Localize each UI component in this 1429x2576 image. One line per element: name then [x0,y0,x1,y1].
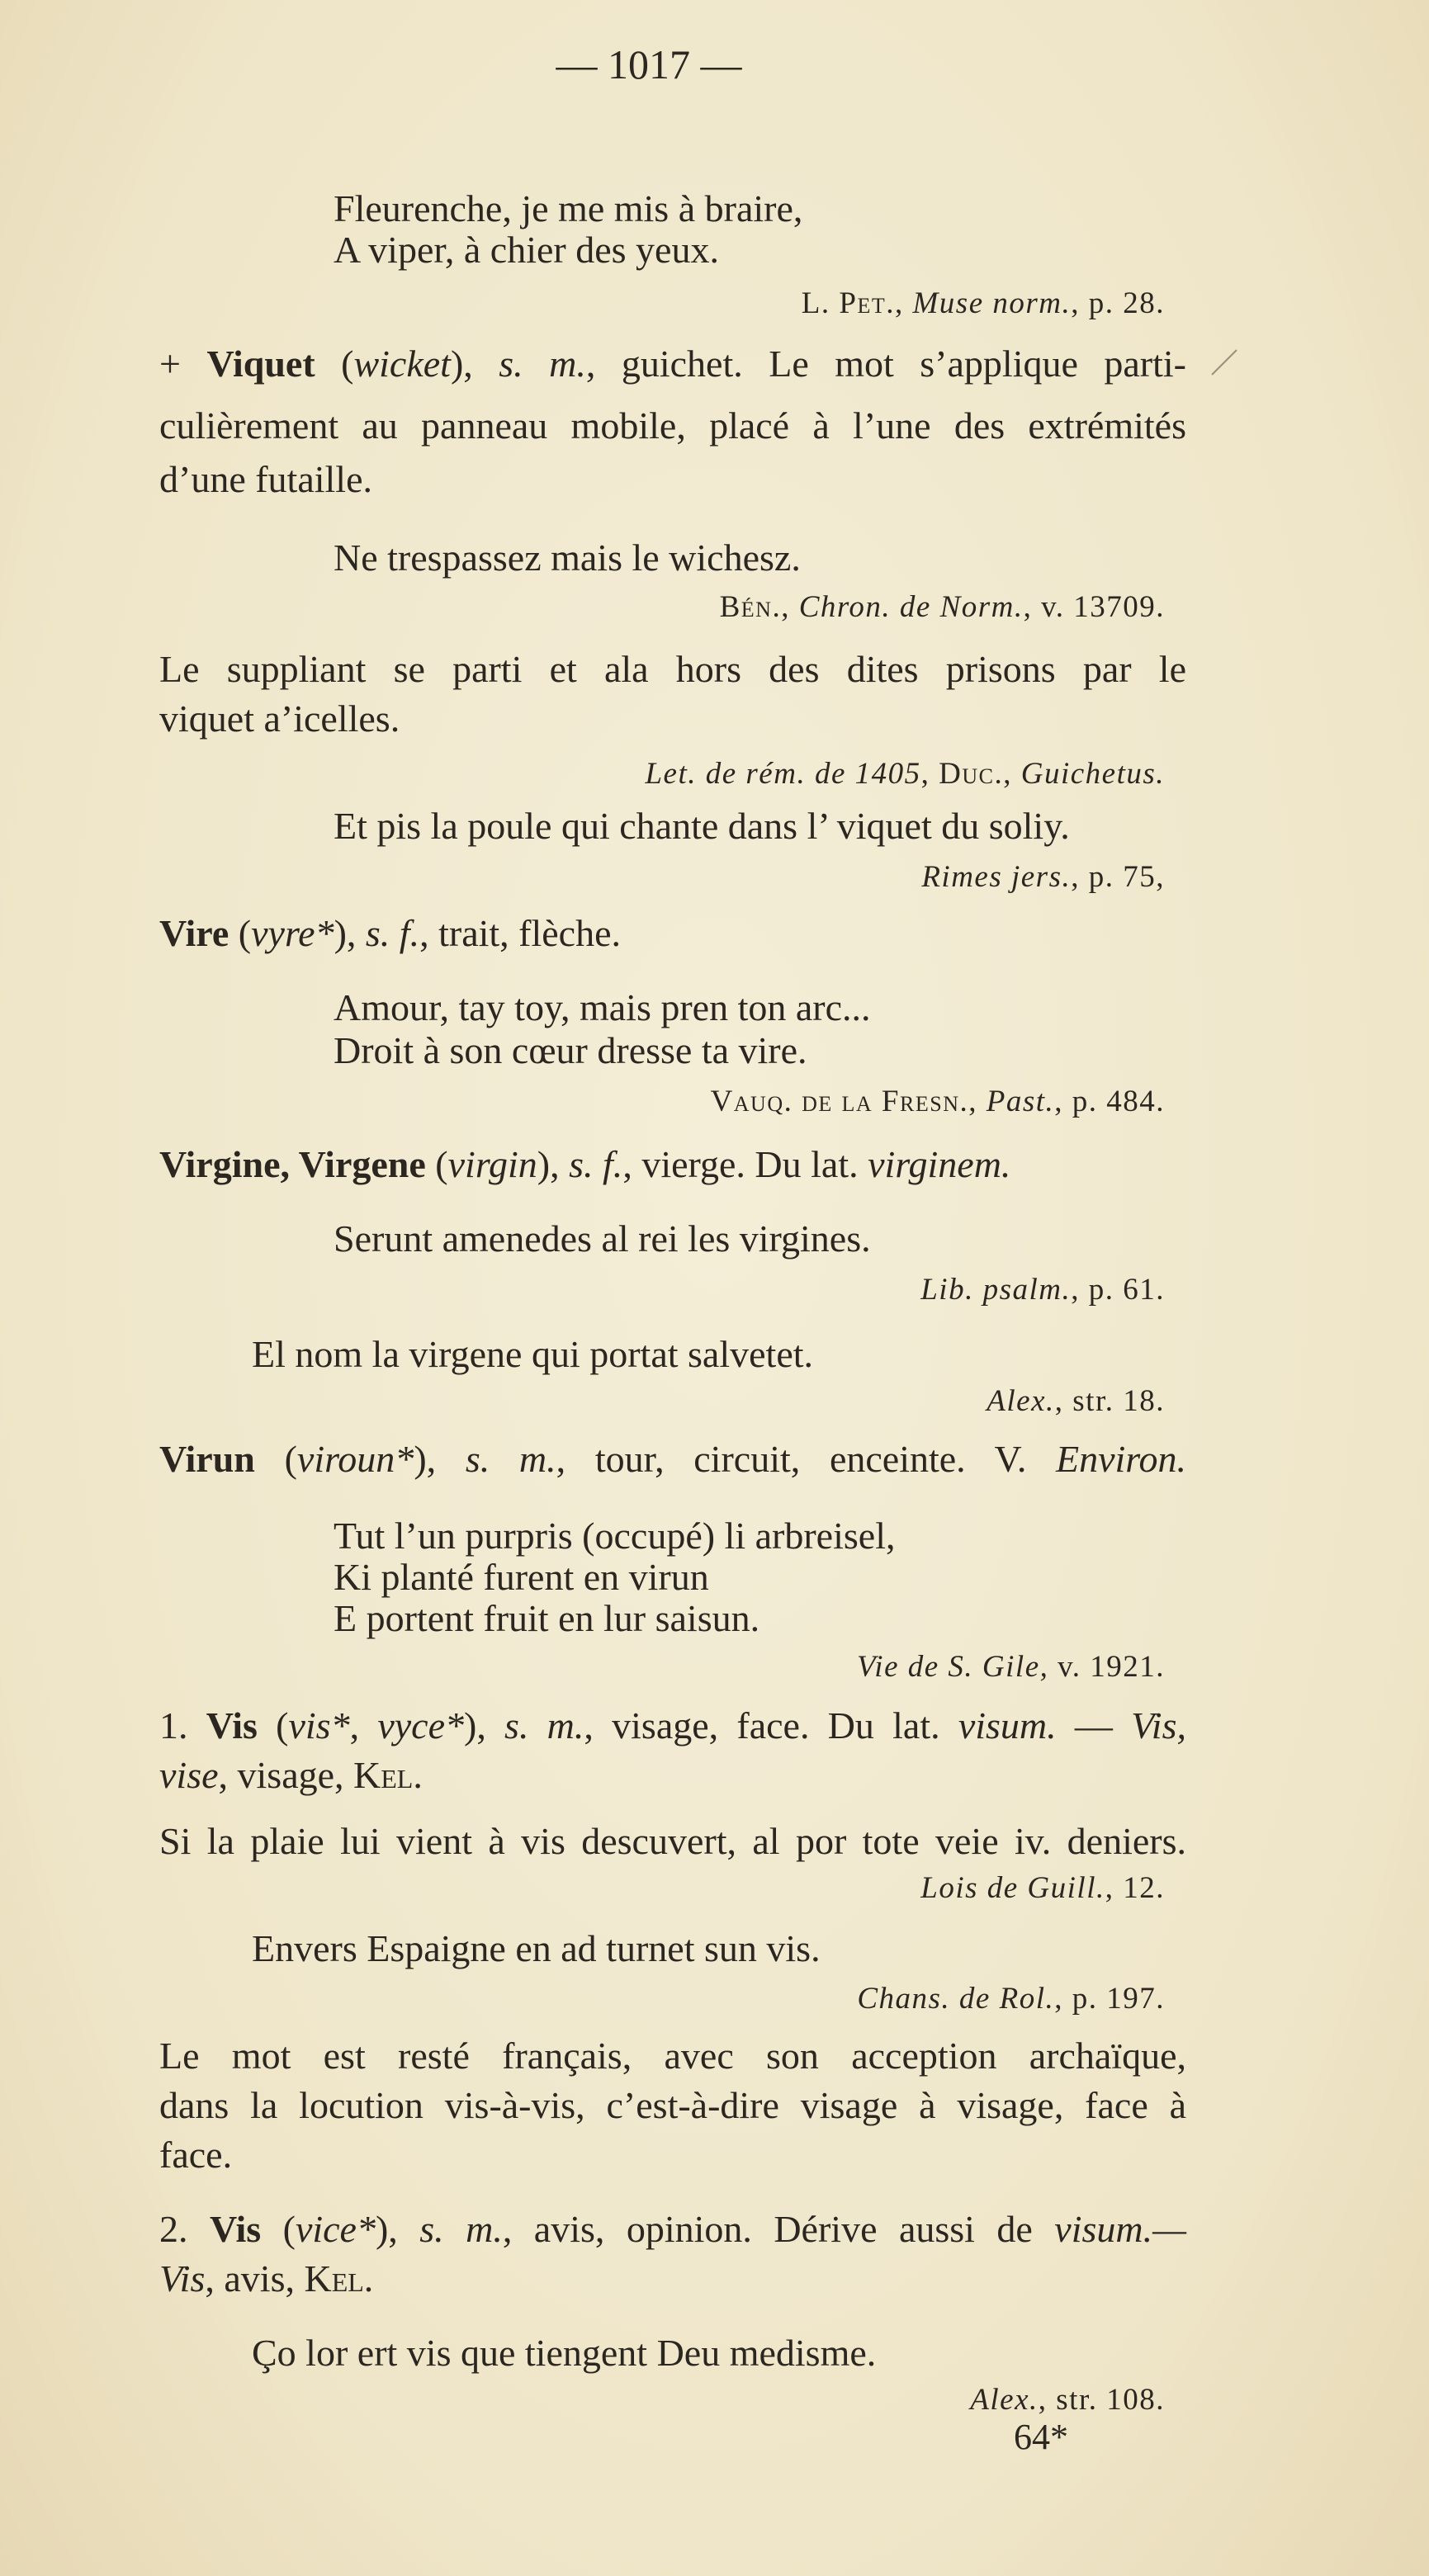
italic-text: Vis [159,2257,206,2299]
text-segment: ), [334,912,366,954]
citation-line [802,281,1165,327]
quotation-line [252,1926,821,1972]
entry-line [159,403,1186,449]
text-segment: , str. 18. [1054,1384,1165,1418]
italic-text: Alex. [970,2383,1039,2417]
quotation-line [334,186,802,232]
citation-line [857,1644,1165,1690]
text-segment: Envers Espaigne en ad turnet sun vis. [252,1927,821,1969]
text-segment: dans la locution vis-à-vis, c’est-à-dire visage à visage, face à [159,2084,1186,2126]
text-segment: ), [375,2208,420,2250]
citation-line [920,1865,1165,1912]
italic-text: Environ. [1056,1438,1187,1480]
entry-line [159,910,621,957]
italic-text: Alex. [987,1384,1055,1418]
text-segment: , v. 13709. [1023,590,1165,624]
italic-text: vis* [288,1704,350,1746]
paragraph-line [159,646,1186,692]
text-segment: , [349,1704,378,1746]
italic-text: visum. [958,1704,1057,1746]
italic-text: vyre* [251,912,334,954]
text-segment: Ne trespassez mais le wichesz. [334,536,801,579]
paragraph-line [159,2082,1186,2129]
italic-text: Vie de S. Gile, [856,1650,1049,1684]
italic-text: vise [159,1754,219,1796]
text-segment: Le mot est resté français, avec son acception archaïque, [159,2035,1186,2077]
quotation-line [334,1513,895,1559]
text-segment: Et pis la poule qui chante dans l’ viquet du soliy. [334,805,1070,847]
italic-text: vice* [295,2208,376,2250]
text-segment: , p. 484. [1054,1085,1165,1118]
quotation-line [334,1216,871,1262]
text-segment: ), [450,343,499,385]
citation-line [921,854,1165,900]
text-segment: Amour, tay toy, mais pren ton arc... [334,986,871,1028]
text-segment: , p. 28. [1071,286,1165,320]
citation-line [857,1976,1165,2022]
text-segment: , visage, [218,1754,354,1796]
quotation-line [334,1595,759,1642]
paragraph-line [159,2033,1186,2079]
text-segment: , avis, opinion. Dérive aussi de [502,2208,1055,2250]
text-segment: ( [425,1143,448,1185]
italic-text: s. m. [504,1704,584,1746]
quotation-line [334,1028,807,1074]
text-segment: , [968,1085,987,1118]
text-segment: v. 1921. [1048,1650,1165,1684]
text-segment: ), [414,1438,466,1480]
text-segment: ( [257,1704,289,1746]
italic-text: visum.— [1054,2208,1187,2250]
paragraph-line [159,1818,1186,1865]
italic-text: Let. de rém. de 1405 [645,757,921,791]
italic-text: Guichetus. [1020,757,1165,791]
text-segment: , p. 61. [1071,1273,1165,1307]
text-segment: + [159,343,207,385]
text-segment: E portent fruit en lur saisun. [334,1597,760,1639]
text-segment: ), [464,1704,505,1746]
italic-text: vyce* [377,1704,464,1746]
italic-text: viroun* [296,1438,414,1480]
italic-text: Lib. psalm. [920,1273,1072,1307]
italic-text: Chron. de Norm. [798,590,1024,624]
entry-line [159,1703,1186,1749]
page-number: — 1017 — [556,41,742,87]
margin-pencil-mark [1209,345,1242,378]
text-segment: Si la plaie lui vient à vis descuvert, al por tote veie iv. deniers. [159,1820,1186,1862]
text-segment: ( [261,2208,296,2250]
italic-text: virginem. [868,1143,1011,1185]
italic-text: s. m. [465,1438,556,1480]
text-segment: , visage, face. Du lat. [584,1704,958,1746]
signature-mark: 64* [1014,2417,1068,2457]
small-caps-text: Duc. [939,757,1004,791]
text-segment: ( [229,912,252,954]
citation-line [720,584,1165,631]
text-segment: Droit à son cœur dresse ta vire. [334,1029,807,1071]
citation-line [987,1378,1165,1425]
text-segment: , p. 75, [1071,860,1165,894]
headword: Vis [209,2208,262,2250]
text-segment: Le suppliant se parti et ala hors des dites prisons par le [159,648,1186,690]
entry-line [159,2206,1186,2252]
text-segment: Fleurenche, je me mis à braire, [334,187,803,229]
entry-line [159,1436,1186,1482]
citation-line [711,1079,1165,1125]
text-segment: Ço lor ert vis que tiengent Deu medisme. [252,2332,877,2374]
text-segment: Serunt amenedes al rei les virgines. [334,1217,871,1260]
text-segment: ), [537,1143,570,1185]
italic-text: wicket [353,343,451,385]
citation-line [920,1267,1165,1313]
paragraph-line [159,696,400,742]
italic-text: s. f. [569,1143,623,1185]
quotation-line [252,2330,876,2376]
entry-line [159,456,372,503]
citation-line [970,2377,1165,2423]
small-caps-text: Pet [839,286,887,320]
text-segment: Ki planté furent en virun [334,1556,709,1598]
text-segment: culièrement au panneau mobile, placé à l’une des extrémités [159,404,1186,447]
text-segment: , tour, circuit, enceinte. V. [556,1438,1057,1480]
quotation-line [334,227,719,273]
text-segment: , avis, [205,2257,305,2299]
small-caps-text: Vauq. de la Fresn. [710,1085,969,1118]
text-segment: , vierge. Du lat. [622,1143,868,1185]
text-segment: — [1056,1704,1132,1746]
text-segment: 1. [159,1704,206,1746]
headword: Viquet [206,343,315,385]
entry-line [159,1752,423,1798]
paragraph-line [159,2132,232,2178]
quotation-line [252,1331,813,1378]
italic-text: Vis, [1131,1704,1186,1746]
citation-line [645,751,1165,797]
text-segment: ( [315,343,354,385]
text-segment: Tut l’un purpris (occupé) li arbreisel, [334,1515,896,1557]
text-segment: , trait, flèche. [419,912,622,954]
text-segment: face. [159,2134,233,2176]
text-segment: , [920,757,939,791]
headword: Vire [159,912,229,954]
italic-text: Rimes jers. [921,860,1072,894]
text-segment: A viper, à chier des yeux. [334,229,719,271]
italic-text: s. m. [419,2208,503,2250]
quotation-line [334,985,871,1031]
entry-line [159,341,1186,387]
text-segment: d’une futaille. [159,458,373,500]
quotation-line [334,803,1070,849]
text-segment: , guichet. Le mot s’applique parti- [585,343,1186,385]
headword: Virgine, Virgene [159,1143,426,1185]
italic-text: s. m. [499,343,586,385]
headword: Virun [159,1438,255,1480]
small-caps-text: Kel. [304,2257,374,2299]
italic-text: Lois de Guill. [920,1871,1105,1905]
italic-text: s. f. [365,912,420,954]
text-segment: 2. [159,2208,210,2250]
text-segment: , [781,590,799,624]
small-caps-text: Kel. [353,1754,423,1796]
italic-text: Muse norm. [912,286,1072,320]
text-segment: L. [801,286,840,320]
text-segment: El nom la virgene qui portat salvetet. [252,1333,814,1375]
text-segment: , str. 108. [1038,2383,1165,2417]
text-segment: , [1003,757,1021,791]
italic-text: virgin [447,1143,537,1185]
text-segment: , p. 197. [1054,1982,1165,2016]
entry-line [159,1141,1010,1188]
small-caps-text: Bén. [719,590,782,624]
text-segment: ., [886,286,913,320]
text-segment: viquet a’icelles. [159,697,400,740]
italic-text: Chans. de Rol. [857,1982,1055,2016]
quotation-line [334,1554,709,1600]
quotation-line [334,535,801,581]
text-segment: , 12. [1105,1871,1165,1905]
italic-text: Past. [986,1085,1055,1118]
text-segment: ( [254,1438,297,1480]
headword: Vis [206,1704,258,1746]
entry-line [159,2256,373,2302]
